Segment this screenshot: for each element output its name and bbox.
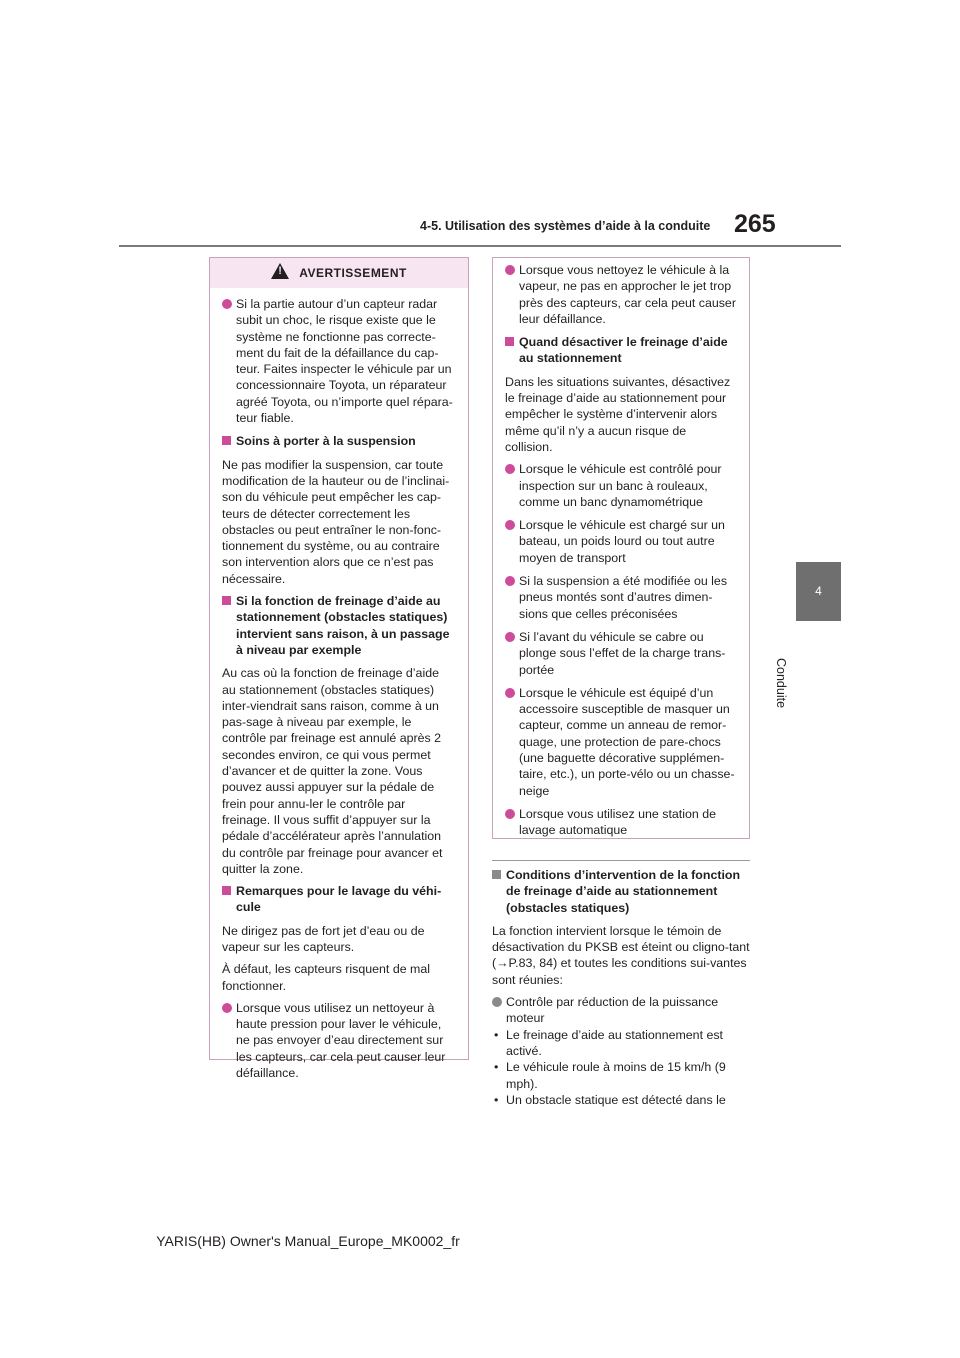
condition-text: Le freinage d’aide au stationnement est activé. [506, 1027, 723, 1058]
warning-bullet [505, 806, 737, 839]
conditions-intro: La fonction intervient lorsque le témoin de désactivation du PKSB est éteint ou cligno-tant (→P.83, 84) et toutes les conditions sui-vantes sont réunies: [492, 923, 750, 987]
warning-bullet-text: Lorsque le véhicule est chargé sur un bateau, un poids lourd ou tout autre moyen de transport [519, 518, 725, 565]
subheading-text: Quand désactiver le freinage d’aide au stationnement [519, 335, 728, 366]
warning-paragraph: Au cas où la fonction de freinage d’aide au stationnement (obstacles statiques) inter-viendrait sans raison, comme à un pas-sage à niveau par exemple, le contrôle par freinage est annulé après 2 secondes environ, ce qui vous permet d’avancer et de quitter la zone. Vous pouvez aussi appuyer sur la pédale de frein pour annu-ler le contrôle par freinage. Il vous suffit d’appuyer sur la pédale d’accélérateur après l’annulation du contrôle par freinage pour avancer et quitter la zone. [222, 666, 443, 876]
warning-paragraph: Ne dirigez pas de fort jet d’eau ou de vapeur sur les capteurs. [222, 923, 425, 954]
bullet-dot-icon [222, 1003, 232, 1013]
page-number: 265 [734, 210, 776, 238]
warning-bullet-text: Si la suspension a été modifiée ou les pneus montés sont d’autres dimen-sions que celles préconisées [519, 574, 728, 621]
bullet-dot-icon [492, 997, 502, 1007]
bullet-square-icon [222, 596, 231, 605]
condition-item [492, 1059, 750, 1092]
condition-item [492, 1027, 750, 1060]
warning-subheading [222, 433, 456, 449]
conditions-section [492, 860, 750, 1108]
chapter-tab[interactable]: 4 [796, 562, 841, 621]
conditions-heading-text: Conditions d’intervention de la fonction de freinage d’aide au stationnement (obstacles statiques) [506, 868, 741, 915]
warning-bullet-text: Si l’avant du véhicule se cabre ou plonge sous l’effet de la charge trans-portée [519, 629, 726, 677]
warning-paragraph: Ne pas modifier la suspension, car toute modification de la hauteur ou de l’inclinai-son du véhicule peut empêcher les cap-teurs de détecter correctement les obstacles ou peut entraîner le non-fonc-tionnement du système, ou au contraire son intervention alors que ce n’est pas nécessaire. [222, 457, 450, 586]
warning-subheading [222, 593, 456, 658]
warning-box-continued [492, 257, 750, 839]
bullet-square-icon [492, 870, 501, 879]
warning-bullet [505, 629, 737, 678]
warning-paragraph: À défaut, les capteurs risquent de mal fonctionner. [222, 962, 431, 993]
warning-bullet [222, 1000, 456, 1081]
bullet-mark-icon: • [494, 1092, 499, 1107]
warning-bullet-text: Lorsque vous utilisez un nettoyeur à haute pression pour laver le véhicule, ne pas envoyer d’eau directement sur les capteurs, car cela peut causer leur défaillance. [236, 1000, 446, 1081]
condition-text: Le véhicule roule à moins de 15 km/h (9 mph). [506, 1060, 726, 1091]
bullet-mark-icon: • [494, 1027, 499, 1042]
warning-bullet-text: Si la partie autour d’un capteur radar subit un choc, le risque existe que le système ne fonctionne pas correcte-ment du fait de la défaillance du cap-teur. Faites inspecter le véhicule par un concessionnaire Toyota, un réparateur agréé Toyota, ou n’importe quel répara-teur fiable. [236, 297, 453, 426]
bullet-dot-icon [505, 576, 515, 586]
warning-box [209, 257, 469, 1081]
conditions-bullet [492, 994, 750, 1027]
conditions-bullet-text: Contrôle par réduction de la puissance moteur [506, 995, 719, 1026]
header-rule [119, 245, 841, 247]
chapter-label [774, 658, 814, 718]
warning-subheading [222, 883, 456, 916]
bullet-dot-icon [505, 809, 515, 819]
bullet-square-icon [222, 886, 231, 895]
bullet-dot-icon [505, 632, 515, 642]
chapter-label-text: Conduite [774, 658, 788, 709]
warning-bullet-text: Lorsque le véhicule est contrôlé pour inspection sur un banc à rouleaux, comme un banc dynamométrique [519, 462, 722, 509]
warning-bullet [505, 517, 737, 566]
bullet-dot-icon [505, 688, 515, 698]
subheading-text: Soins à porter à la suspension [236, 434, 416, 449]
warning-subheading [505, 334, 737, 367]
condition-text: Un obstacle statique est détecté dans le [506, 1092, 726, 1107]
footer [0, 1233, 960, 1249]
section-rule [492, 860, 750, 861]
section-title: 4-5. Utilisation des systèmes d’aide à la conduite [420, 219, 711, 233]
subheading-text: Si la fonction de freinage d’aide au stationnement (obstacles statiques) intervient sans raison, à un passage à niveau par exemple [236, 594, 450, 657]
condition-item [492, 1092, 750, 1108]
warning-bullet [505, 573, 737, 622]
warning-bullet [222, 296, 456, 426]
warning-paragraph: Dans les situations suivantes, désactivez le freinage d’aide au stationnement pour empêcher le système d’intervenir alors même qu’il n’y a aucun risque de collision. [505, 374, 731, 454]
warning-bullet [505, 461, 737, 510]
warning-bullet [505, 685, 737, 799]
warning-triangle-icon [271, 263, 289, 279]
warning-bullet-text: Lorsque vous utilisez une station de lavage automatique [519, 806, 716, 838]
bullet-square-icon [505, 337, 514, 346]
warning-bullet-text: Lorsque le véhicule est équipé d’un accessoire susceptible de masquer un capteur, comme un anneau de remor-quage, une protection de pare-chocs (une baguette décorative supplémen-taire, etc.), un porte-vélo ou un chasse-neige [519, 685, 735, 798]
bullet-square-icon [222, 436, 231, 445]
warning-header [210, 258, 468, 288]
warning-bullet-text: Lorsque vous nettoyez le véhicule à la vapeur, ne pas en approcher le jet trop près des capteurs, car cela peut causer leur défaillance. [519, 263, 736, 326]
bullet-dot-icon [505, 520, 515, 530]
subheading-text: Remarques pour le lavage du véhi-cule [236, 884, 442, 915]
warning-bullet [505, 262, 737, 327]
conditions-heading [492, 867, 750, 916]
bullet-dot-icon [505, 265, 515, 275]
bullet-dot-icon [505, 464, 515, 474]
footer-text: YARIS(HB) Owner's Manual_Europe_MK0002_fr [156, 1233, 460, 1249]
bullet-mark-icon: • [494, 1060, 499, 1075]
warning-title: AVERTISSEMENT [299, 266, 407, 280]
bullet-dot-icon [222, 299, 232, 309]
